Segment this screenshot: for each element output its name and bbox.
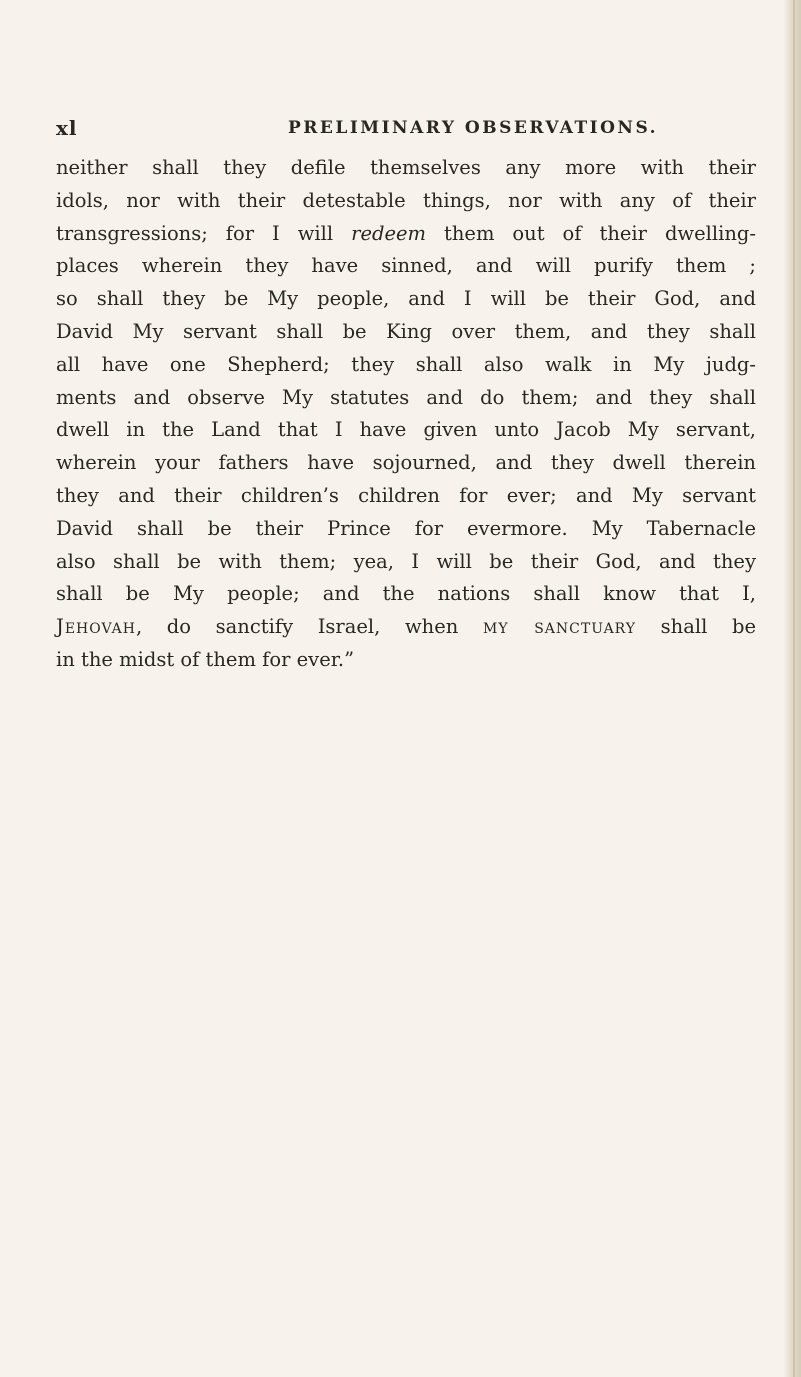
- text-line-15: [56, 611, 756, 644]
- page-edge-line: [793, 0, 795, 1377]
- text-line-2: idols, nor with their detestable things, nor with any of their: [56, 188, 756, 212]
- text-line-6: David My servant shall be King over them, and they shall: [56, 319, 756, 343]
- running-head: [56, 116, 756, 146]
- text-line-4: places wherein they have sinned, and will purify them ;: [56, 254, 756, 278]
- text-line-3: [56, 218, 756, 251]
- text-segment: them out of their dwelling-: [444, 221, 757, 245]
- text-line-8: ments and observe My statutes and do them; and they shall: [56, 385, 756, 409]
- text-line-9: dwell in the Land that I have given unto Jacob My servant,: [56, 418, 756, 442]
- body-text: [56, 152, 756, 677]
- text-line-14: shall be My people; and the nations shall know that I,: [56, 582, 756, 606]
- running-head-title: PRELIMINARY OBSERVATIONS.: [288, 118, 659, 138]
- text-segment: shall be: [660, 615, 756, 639]
- small-caps-word: Jehovah: [56, 615, 136, 639]
- text-line-5: so shall they be My people, and I will be their God, and: [56, 287, 756, 311]
- text-line-11: they and their children’s children for ever; and My servant: [56, 483, 756, 507]
- text-line-10: wherein your fathers have sojourned, and they dwell therein: [56, 451, 756, 475]
- text-line-1: neither shall they defile themselves any more with their: [56, 156, 756, 179]
- page-number: xl: [56, 116, 78, 140]
- small-caps-phrase: my sanctuary: [482, 615, 637, 639]
- text-segment: , do sanctify Israel, when: [135, 615, 459, 639]
- text-line-7: all have one Shepherd; they shall also walk in My judg-: [56, 352, 756, 376]
- text-segment: transgressions; for I will: [56, 221, 334, 245]
- page-edge-shadow: [783, 0, 801, 1377]
- italic-word: redeem: [351, 221, 427, 245]
- text-line-13: also shall be with them; yea, I will be their God, and they: [56, 549, 756, 573]
- text-line-16: in the midst of them for ever.”: [56, 647, 355, 671]
- text-line-12: David shall be their Prince for evermore. My Tabernacle: [56, 516, 756, 540]
